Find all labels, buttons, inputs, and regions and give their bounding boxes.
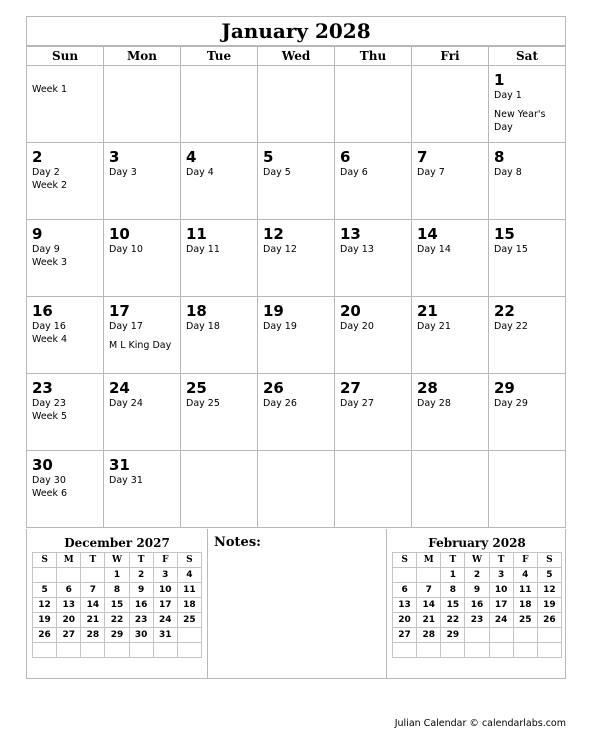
- mini-day-cell: 3: [153, 568, 177, 583]
- mini-day-cell: 15: [105, 598, 129, 613]
- mini-day-cell: [537, 628, 561, 643]
- day-cell[interactable]: [258, 220, 335, 297]
- week-number-label: Week 3: [32, 257, 68, 268]
- day-number: 21: [417, 302, 438, 320]
- week-number-label: Week 6: [32, 488, 68, 499]
- mini-day-cell: 2: [129, 568, 153, 583]
- julian-day-label: Day 21: [417, 321, 451, 332]
- mini-week-row: [393, 643, 562, 658]
- day-cell[interactable]: [27, 451, 104, 528]
- mini-day-cell: [33, 568, 57, 583]
- day-number: 16: [32, 302, 53, 320]
- day-number: 12: [263, 225, 284, 243]
- mini-day-cell: 17: [489, 598, 513, 613]
- mini-day-cell: 18: [177, 598, 201, 613]
- day-cell[interactable]: [181, 374, 258, 451]
- day-number: 26: [263, 379, 284, 397]
- mini-day-cell: [33, 643, 57, 658]
- day-number: 28: [417, 379, 438, 397]
- mini-day-cell: [537, 643, 561, 658]
- weekday-header: Sun: [27, 47, 104, 66]
- holiday-label: New Year's Day: [494, 109, 546, 133]
- day-cell-content: [109, 149, 178, 179]
- day-cell-content: [494, 303, 563, 333]
- day-cell[interactable]: [335, 451, 412, 528]
- day-number: 8: [494, 148, 505, 166]
- mini-day-cell: 17: [153, 598, 177, 613]
- mini-week-row: [393, 598, 562, 613]
- mini-day-cell: 5: [33, 583, 57, 598]
- day-cell-content: [417, 380, 486, 410]
- mini-day-cell: 23: [129, 613, 153, 628]
- day-number: 7: [417, 148, 428, 166]
- day-cell-content: [340, 226, 409, 256]
- day-cell[interactable]: [258, 451, 335, 528]
- day-number: 27: [340, 379, 361, 397]
- day-cell[interactable]: [181, 220, 258, 297]
- holiday-label: M L King Day: [109, 340, 172, 351]
- julian-day-label: Day 11: [186, 244, 220, 255]
- week-row: [27, 66, 566, 143]
- mini-day-cell: 29: [105, 628, 129, 643]
- week-row: [27, 374, 566, 451]
- day-number: 31: [109, 456, 130, 474]
- next-month-table: [392, 552, 562, 658]
- julian-day-label: Day 17: [109, 321, 143, 332]
- mini-day-cell: 19: [33, 613, 57, 628]
- mini-day-cell: 26: [537, 613, 561, 628]
- day-number: 29: [494, 379, 515, 397]
- bottom-section: [26, 529, 566, 679]
- julian-day-label: Day 1: [494, 90, 522, 101]
- day-number: 18: [186, 302, 207, 320]
- mini-day-cell: 15: [441, 598, 465, 613]
- mini-day-cell: 30: [129, 628, 153, 643]
- julian-day-label: Day 27: [340, 398, 374, 409]
- day-cell[interactable]: [27, 374, 104, 451]
- day-cell[interactable]: [27, 66, 104, 143]
- mini-day-cell: 14: [417, 598, 441, 613]
- month-grid: [26, 46, 566, 528]
- day-cell-content: [32, 149, 101, 192]
- weekday-header: Fri: [412, 47, 489, 66]
- day-cell[interactable]: [335, 220, 412, 297]
- mini-day-cell: 27: [57, 628, 81, 643]
- mini-day-cell: 20: [393, 613, 417, 628]
- mini-day-cell: 13: [393, 598, 417, 613]
- mini-day-cell: 21: [81, 613, 105, 628]
- mini-day-cell: 9: [129, 583, 153, 598]
- mini-week-row: [393, 628, 562, 643]
- day-cell-content: [417, 149, 486, 179]
- julian-day-label: Day 31: [109, 475, 143, 486]
- weekday-header: Mon: [104, 47, 181, 66]
- mini-week-row: [393, 613, 562, 628]
- week-number-label: Week 5: [32, 411, 68, 422]
- mini-day-cell: 9: [465, 583, 489, 598]
- day-number: 23: [32, 379, 53, 397]
- mini-weekday-header: F: [513, 553, 537, 568]
- mini-day-cell: [57, 643, 81, 658]
- mini-day-cell: [513, 628, 537, 643]
- day-cell-content: [186, 380, 255, 410]
- julian-day-label: Day 12: [263, 244, 297, 255]
- julian-day-label: Day 13: [340, 244, 374, 255]
- mini-header-row: [33, 553, 202, 568]
- mini-day-cell: 11: [513, 583, 537, 598]
- julian-day-label: Day 5: [263, 167, 291, 178]
- mini-weekday-header: T: [441, 553, 465, 568]
- day-number: 30: [32, 456, 53, 474]
- next-month-mini-calendar: [392, 535, 562, 658]
- day-number: 4: [186, 148, 197, 166]
- mini-day-cell: 16: [129, 598, 153, 613]
- mini-day-cell: 4: [177, 568, 201, 583]
- julian-day-label: Day 9: [32, 244, 60, 255]
- mini-day-cell: 31: [153, 628, 177, 643]
- mini-day-cell: [393, 568, 417, 583]
- mini-week-row: [393, 583, 562, 598]
- day-number: 2: [32, 148, 43, 166]
- day-cell[interactable]: [335, 297, 412, 374]
- julian-day-label: Day 7: [417, 167, 445, 178]
- day-cell[interactable]: [104, 220, 181, 297]
- julian-day-label: Day 18: [186, 321, 220, 332]
- mini-week-row: [393, 568, 562, 583]
- prev-month-mini-calendar: [32, 535, 202, 658]
- prev-month-title: December 2027: [64, 536, 170, 550]
- day-cell-content: [186, 149, 255, 179]
- julian-day-label: Day 29: [494, 398, 528, 409]
- mini-day-cell: 16: [465, 598, 489, 613]
- day-cell-content: [109, 457, 178, 487]
- day-cell-content: [494, 72, 563, 134]
- mini-weekday-header: W: [105, 553, 129, 568]
- mini-weekday-header: M: [57, 553, 81, 568]
- week-row: [27, 143, 566, 220]
- mini-weekday-header: M: [417, 553, 441, 568]
- mini-day-cell: 22: [441, 613, 465, 628]
- day-cell-content: [494, 149, 563, 179]
- day-cell-content: [109, 380, 178, 410]
- day-cell[interactable]: [181, 297, 258, 374]
- day-cell[interactable]: [335, 143, 412, 220]
- day-number: 15: [494, 225, 515, 243]
- day-number: 10: [109, 225, 130, 243]
- day-cell[interactable]: [489, 143, 566, 220]
- mini-day-cell: [57, 568, 81, 583]
- day-cell-content: [32, 226, 101, 269]
- day-cell-content: [263, 149, 332, 179]
- mini-day-cell: [441, 643, 465, 658]
- day-cell-content: [186, 226, 255, 256]
- mini-day-cell: 10: [153, 583, 177, 598]
- day-cell[interactable]: [489, 220, 566, 297]
- mini-day-cell: [417, 568, 441, 583]
- weekday-header: Sat: [489, 47, 566, 66]
- julian-day-label: Day 2: [32, 167, 60, 178]
- mini-day-cell: 18: [513, 598, 537, 613]
- weekday-header: Tue: [181, 47, 258, 66]
- mini-day-cell: 5: [537, 568, 561, 583]
- day-number: 19: [263, 302, 284, 320]
- week-row: [27, 451, 566, 528]
- footer-credit: Julian Calendar © calendarlabs.com: [394, 718, 566, 729]
- mini-day-cell: [465, 643, 489, 658]
- mini-day-cell: 2: [465, 568, 489, 583]
- day-number: 14: [417, 225, 438, 243]
- mini-day-cell: 3: [489, 568, 513, 583]
- mini-weekday-header: S: [177, 553, 201, 568]
- day-cell[interactable]: [104, 66, 181, 143]
- day-cell[interactable]: [181, 451, 258, 528]
- julian-day-label: Day 23: [32, 398, 66, 409]
- day-cell[interactable]: [104, 374, 181, 451]
- day-cell-content: [494, 226, 563, 256]
- mini-day-cell: 22: [105, 613, 129, 628]
- week-number-label: Week 2: [32, 180, 68, 191]
- day-cell[interactable]: [489, 374, 566, 451]
- day-cell[interactable]: [412, 220, 489, 297]
- mini-weekday-header: T: [489, 553, 513, 568]
- julian-day-label: Day 10: [109, 244, 143, 255]
- day-cell[interactable]: [412, 297, 489, 374]
- mini-day-cell: 12: [33, 598, 57, 613]
- mini-day-cell: 19: [537, 598, 561, 613]
- day-number: 24: [109, 379, 130, 397]
- day-cell[interactable]: [181, 66, 258, 143]
- day-cell[interactable]: [412, 374, 489, 451]
- day-number: 13: [340, 225, 361, 243]
- julian-day-label: Day 19: [263, 321, 297, 332]
- mini-day-cell: 23: [465, 613, 489, 628]
- day-number: 5: [263, 148, 274, 166]
- mini-day-cell: 7: [81, 583, 105, 598]
- day-cell-content: [340, 380, 409, 410]
- calendar-page: [26, 16, 566, 528]
- mini-week-row: [33, 583, 202, 598]
- julian-day-label: Day 4: [186, 167, 214, 178]
- mini-weekday-header: T: [129, 553, 153, 568]
- day-cell[interactable]: [258, 374, 335, 451]
- day-cell[interactable]: [412, 451, 489, 528]
- mini-day-cell: [393, 643, 417, 658]
- notes-box[interactable]: [207, 529, 387, 679]
- julian-day-label: Day 8: [494, 167, 522, 178]
- day-cell[interactable]: [489, 297, 566, 374]
- mini-weekday-header: T: [81, 553, 105, 568]
- day-cell-content: [32, 457, 101, 500]
- day-cell-content: [109, 303, 178, 352]
- day-number: 9: [32, 225, 43, 243]
- day-cell[interactable]: [27, 220, 104, 297]
- day-cell[interactable]: [104, 297, 181, 374]
- week-row: [27, 297, 566, 374]
- mini-day-cell: 20: [57, 613, 81, 628]
- mini-weekday-header: W: [465, 553, 489, 568]
- weekday-header-row: [27, 47, 566, 66]
- day-number: 1: [494, 71, 505, 89]
- mini-day-cell: [153, 643, 177, 658]
- day-number: 3: [109, 148, 120, 166]
- day-cell[interactable]: [258, 143, 335, 220]
- weekday-header: Wed: [258, 47, 335, 66]
- mini-day-cell: 21: [417, 613, 441, 628]
- mini-day-cell: 29: [441, 628, 465, 643]
- mini-day-cell: 24: [489, 613, 513, 628]
- mini-day-cell: 8: [441, 583, 465, 598]
- day-cell[interactable]: [258, 66, 335, 143]
- day-cell-content: [494, 380, 563, 410]
- julian-day-label: Day 15: [494, 244, 528, 255]
- day-cell[interactable]: [335, 66, 412, 143]
- day-cell-content: [340, 149, 409, 179]
- day-cell-content: [109, 226, 178, 256]
- mini-day-cell: [489, 643, 513, 658]
- mini-day-cell: [81, 643, 105, 658]
- day-cell[interactable]: [412, 143, 489, 220]
- mini-week-row: [33, 613, 202, 628]
- mini-day-cell: 26: [33, 628, 57, 643]
- mini-header-row: [393, 553, 562, 568]
- mini-day-cell: 14: [81, 598, 105, 613]
- mini-day-cell: [177, 628, 201, 643]
- day-cell[interactable]: [27, 297, 104, 374]
- mini-week-row: [33, 628, 202, 643]
- weekday-header: Thu: [335, 47, 412, 66]
- julian-day-label: Day 25: [186, 398, 220, 409]
- mini-day-cell: [81, 568, 105, 583]
- mini-day-cell: [513, 643, 537, 658]
- julian-day-label: Day 24: [109, 398, 143, 409]
- mini-day-cell: 1: [105, 568, 129, 583]
- julian-day-label: Day 30: [32, 475, 66, 486]
- day-cell[interactable]: [181, 143, 258, 220]
- mini-weekday-header: F: [153, 553, 177, 568]
- mini-day-cell: [105, 643, 129, 658]
- mini-day-cell: 13: [57, 598, 81, 613]
- month-title: January 2028: [26, 16, 566, 46]
- day-cell[interactable]: [412, 66, 489, 143]
- mini-day-cell: 28: [417, 628, 441, 643]
- day-cell-content: [417, 226, 486, 256]
- day-number: 11: [186, 225, 207, 243]
- mini-day-cell: 6: [57, 583, 81, 598]
- mini-week-row: [33, 568, 202, 583]
- mini-weekday-header: S: [393, 553, 417, 568]
- day-cell-content: [340, 303, 409, 333]
- mini-day-cell: 4: [513, 568, 537, 583]
- mini-day-cell: 25: [513, 613, 537, 628]
- mini-day-cell: [465, 628, 489, 643]
- week-number-label: Week 1: [32, 84, 68, 95]
- mini-weekday-header: S: [33, 553, 57, 568]
- julian-day-label: Day 22: [494, 321, 528, 332]
- mini-day-cell: 1: [441, 568, 465, 583]
- mini-day-cell: [177, 643, 201, 658]
- day-number: 22: [494, 302, 515, 320]
- day-cell-content: [263, 226, 332, 256]
- day-cell[interactable]: [104, 143, 181, 220]
- next-month-title: February 2028: [428, 536, 526, 550]
- day-cell[interactable]: [489, 66, 566, 143]
- day-cell[interactable]: [27, 143, 104, 220]
- day-cell-content: [263, 303, 332, 333]
- mini-day-cell: 24: [153, 613, 177, 628]
- day-cell-content: [32, 380, 101, 423]
- julian-day-label: Day 3: [109, 167, 137, 178]
- mini-day-cell: 6: [393, 583, 417, 598]
- mini-week-row: [33, 598, 202, 613]
- julian-day-label: Day 16: [32, 321, 66, 332]
- mini-day-cell: 8: [105, 583, 129, 598]
- mini-day-cell: 27: [393, 628, 417, 643]
- day-number: 17: [109, 302, 130, 320]
- mini-day-cell: 7: [417, 583, 441, 598]
- julian-day-label: Day 28: [417, 398, 451, 409]
- day-cell[interactable]: [104, 451, 181, 528]
- mini-day-cell: 11: [177, 583, 201, 598]
- notes-label: Notes:: [214, 535, 261, 550]
- mini-week-row: [33, 643, 202, 658]
- day-number: 6: [340, 148, 351, 166]
- mini-day-cell: [417, 643, 441, 658]
- day-cell-content: [263, 380, 332, 410]
- julian-day-label: Day 26: [263, 398, 297, 409]
- day-cell-content: [417, 303, 486, 333]
- julian-day-label: Day 14: [417, 244, 451, 255]
- week-row: [27, 220, 566, 297]
- day-cell-content: [186, 303, 255, 333]
- julian-day-label: Day 20: [340, 321, 374, 332]
- day-cell[interactable]: [335, 374, 412, 451]
- mini-day-cell: [489, 628, 513, 643]
- week-number-label: Week 4: [32, 334, 68, 345]
- day-cell[interactable]: [258, 297, 335, 374]
- day-number: 20: [340, 302, 361, 320]
- day-number: 25: [186, 379, 207, 397]
- mini-day-cell: 10: [489, 583, 513, 598]
- day-cell-content: [32, 303, 101, 346]
- mini-day-cell: 25: [177, 613, 201, 628]
- mini-weekday-header: S: [537, 553, 561, 568]
- mini-day-cell: 28: [81, 628, 105, 643]
- mini-day-cell: 12: [537, 583, 561, 598]
- day-cell[interactable]: [489, 451, 566, 528]
- mini-day-cell: [129, 643, 153, 658]
- prev-month-table: [32, 552, 202, 658]
- julian-day-label: Day 6: [340, 167, 368, 178]
